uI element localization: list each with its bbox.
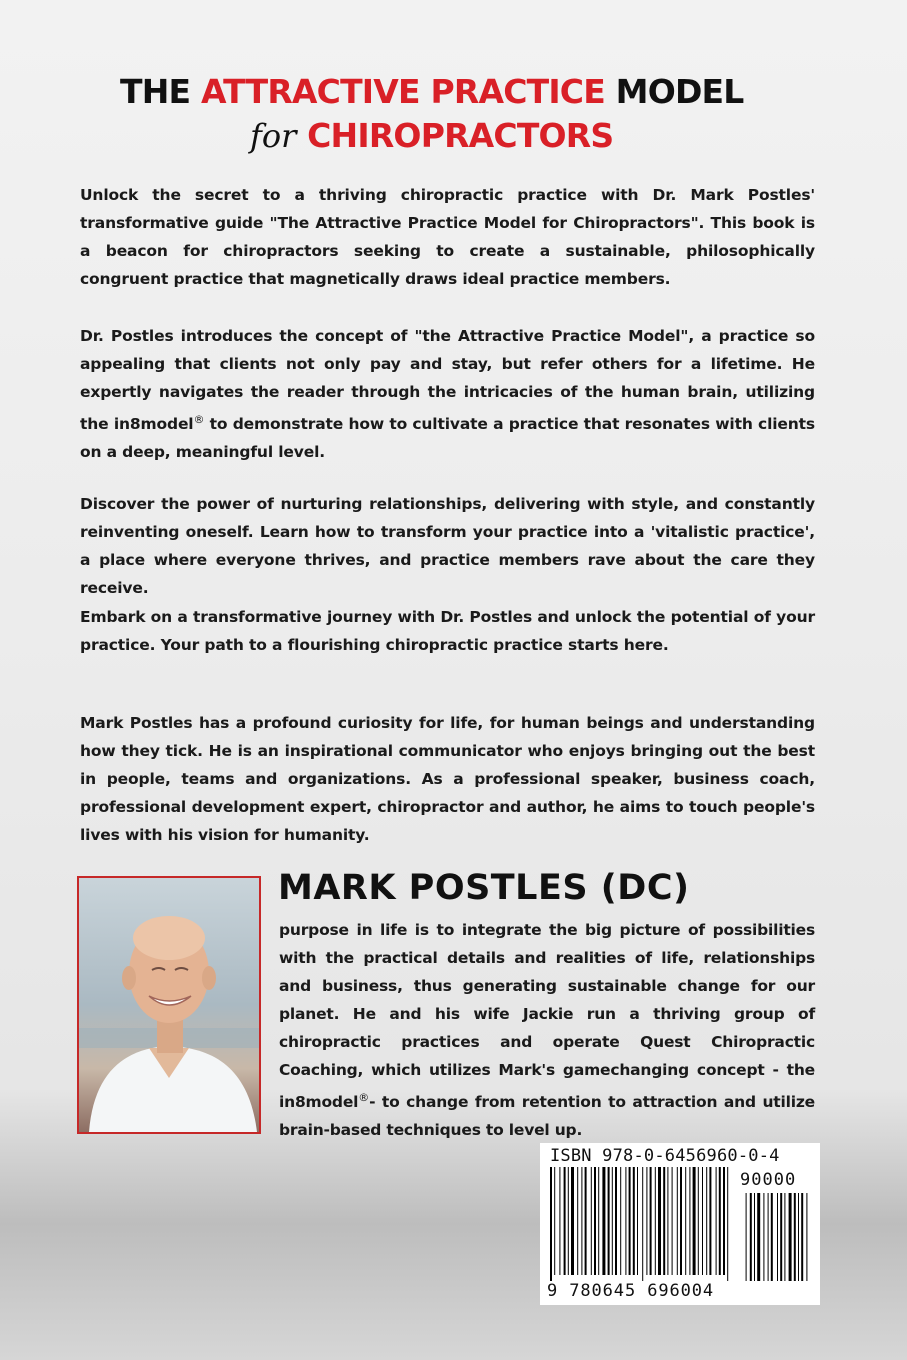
author-bio-part-b: - to change from retention to attraction and utilize brain-based techniques to level up. [279, 1093, 815, 1139]
barcode-bar [672, 1167, 673, 1275]
barcode-bar [581, 1167, 582, 1275]
book-title-line-1 [120, 72, 820, 111]
barcode-digits: 9 780645 696004 [547, 1281, 715, 1301]
barcode-bar [646, 1167, 647, 1275]
barcode-bar [689, 1167, 690, 1275]
addon-bar [757, 1193, 760, 1281]
author-name-heading: MARK POSTLES (DC) [278, 868, 690, 908]
barcode-bar [663, 1167, 665, 1275]
barcode-bar [655, 1167, 656, 1275]
author-portrait-illustration [79, 878, 259, 1132]
registered-mark-bio: ® [358, 1091, 370, 1104]
addon-bar [754, 1193, 755, 1281]
addon-bar [794, 1193, 796, 1281]
title-model: MODEL [604, 72, 744, 111]
barcode-bar [594, 1167, 596, 1275]
barcode-bar [585, 1167, 587, 1275]
isbn-barcode [540, 1143, 820, 1305]
barcode-bar [706, 1167, 707, 1275]
addon-bar [746, 1193, 747, 1281]
addon-bar [780, 1193, 782, 1281]
book-title-line-2 [250, 116, 810, 155]
author-intro-paragraph: Mark Postles has a profound curiosity for life, for human beings and understanding how they tick. He is an inspirational communicator who enjoys bringing out the best in people, teams and organizations. As a professional speaker, business coach, professional development expert, chiropractor and author, he aims to touch people's lives with his vision for humanity. [80, 714, 815, 844]
barcode-bar [620, 1167, 621, 1275]
barcode-bar [650, 1167, 652, 1275]
author-bio [279, 916, 815, 1144]
addon-bar [768, 1193, 769, 1281]
barcode-bar [727, 1167, 728, 1281]
barcode-bar [612, 1167, 613, 1275]
registered-mark: ® [193, 413, 205, 426]
description-paragraph-2-part-a: Dr. Postles introduces the concept of "the Attractive Practice Model", a practice so appealing that clients not only pay and stay, but refer others for a lifetime. He expertly navigates the reader through the intricacies of the human brain, utilizing the in8model [80, 327, 815, 433]
barcode-bar [642, 1167, 643, 1281]
barcode-bar [633, 1167, 635, 1275]
barcode-bar [698, 1167, 699, 1275]
description-paragraph-1: Unlock the secret to a thriving chiropractic practice with Dr. Mark Postles' transformative guide "The Attractive Practice Model for Chiropractors". This book is a beacon for chiropractors seeking to create a sustainable, philosophically congruent practice that magnetically draws ideal practice members. [80, 186, 815, 288]
author-photo [77, 876, 261, 1134]
barcode-bar [658, 1167, 661, 1275]
addon-bar [801, 1193, 803, 1281]
addon-bar [777, 1193, 778, 1281]
barcode-bar [554, 1167, 555, 1275]
author-bio-part-a: purpose in life is to integrate the big picture of possibilities with the practical details and realities of life, relationships and business, thus generating sustainable change for our planet. He and his wife Jackie run a thriving group of chiropractic practices and operate Quest Chiropractic Coaching, which utilizes Mark's gamechanging concept - the in8model [279, 921, 815, 1111]
barcode-bar [602, 1167, 605, 1275]
isbn-label: ISBN 978-0-6456960-0-4 [550, 1146, 780, 1166]
barcode-bar [559, 1167, 560, 1275]
barcode-bar [608, 1167, 610, 1275]
barcode-bar [667, 1167, 668, 1275]
barcode-bar [564, 1167, 566, 1275]
barcode-bar [723, 1167, 725, 1275]
description-paragraph-2-part-b: to demonstrate how to cultivate a practice that resonates with clients on a deep, meaningful level. [80, 415, 815, 461]
barcode-bar [719, 1167, 721, 1275]
description-paragraph-3: Discover the power of nurturing relationships, delivering with style, and constantly reinventing oneself. Learn how to transform your practice into a 'vitalistic practice', a place where everyone thrives, and practice members rave about the care they receive. [80, 495, 815, 597]
title-highlight-chiropractors: CHIROPRACTORS [307, 116, 614, 155]
barcode-bar [677, 1167, 678, 1275]
barcode-bar [577, 1167, 578, 1275]
title-the: THE [120, 72, 201, 111]
barcode-bar [709, 1167, 711, 1275]
barcode-bar [680, 1167, 682, 1275]
barcode-addon-price: 90000 [740, 1170, 797, 1190]
barcode-bar [629, 1167, 631, 1275]
addon-bar [798, 1193, 799, 1281]
barcode-bar [637, 1167, 638, 1275]
barcode-bar [693, 1167, 696, 1275]
addon-bar [771, 1193, 773, 1281]
addon-bar [806, 1193, 807, 1281]
title-for: for [250, 117, 297, 155]
addon-bar [750, 1193, 752, 1281]
barcode-bar [625, 1167, 626, 1275]
addon-bar [789, 1193, 792, 1281]
barcode-bar [571, 1167, 574, 1275]
description-paragraph-4: Embark on a transformative journey with Dr. Postles and unlock the potential of your practice. Your path to a flourishing chiropractic practice starts here. [80, 608, 815, 654]
title-highlight-attractive-practice: ATTRACTIVE PRACTICE [200, 72, 605, 111]
barcode-bar [591, 1167, 592, 1275]
description-paragraph-2 [80, 322, 815, 466]
barcode-bar [716, 1167, 717, 1275]
barcode-bar [550, 1167, 552, 1281]
barcode-bar [598, 1167, 599, 1275]
barcode-bar [702, 1167, 703, 1275]
barcode-bar [568, 1167, 569, 1275]
barcode-bar [615, 1167, 617, 1275]
addon-bar [784, 1193, 785, 1281]
barcode-bar [685, 1167, 686, 1275]
addon-bar [763, 1193, 764, 1281]
